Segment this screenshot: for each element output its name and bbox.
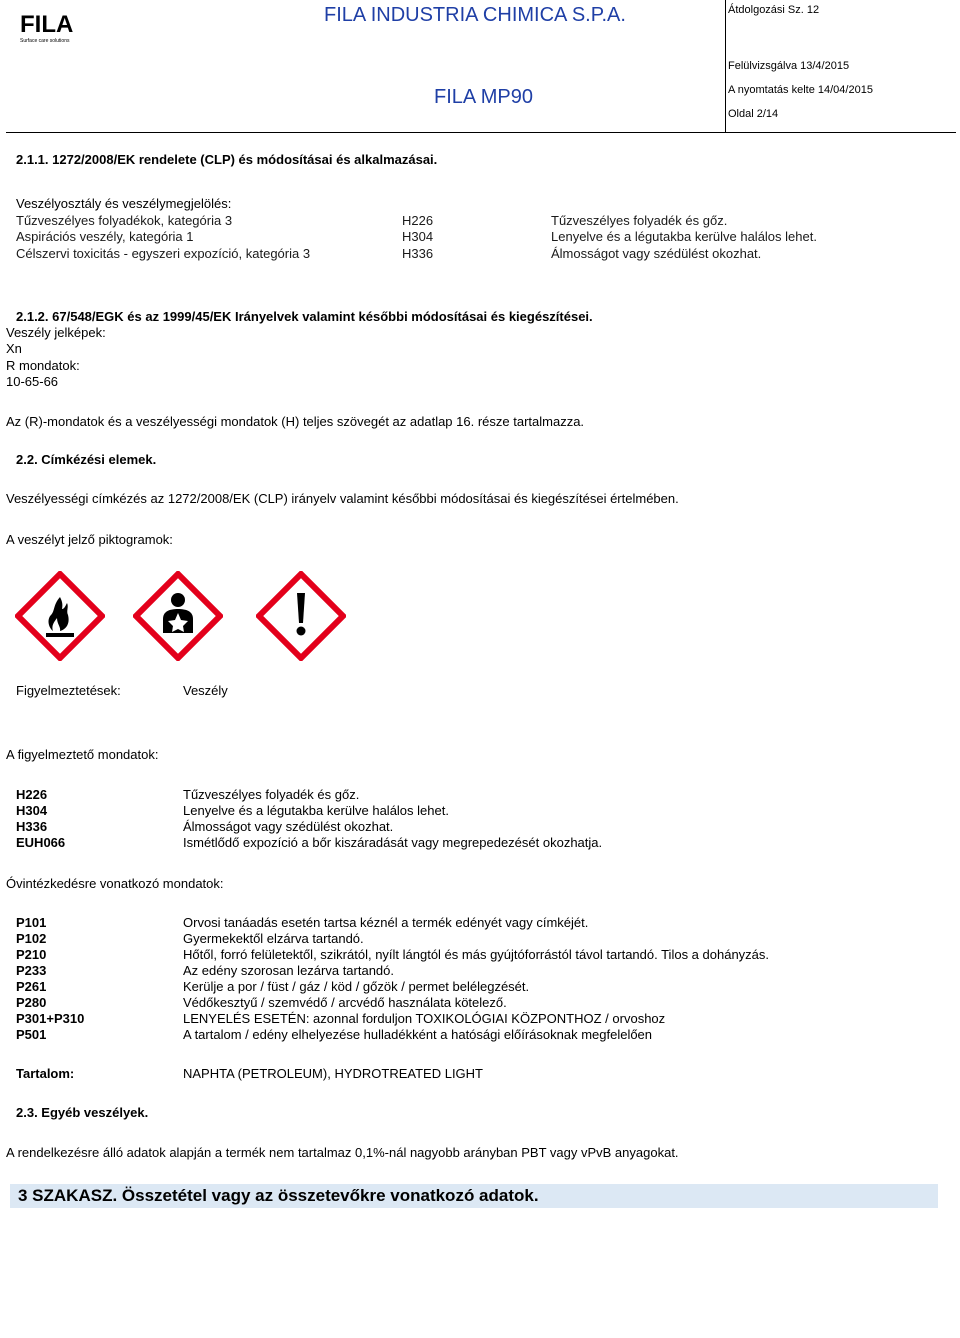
svg-text:FILA: FILA [20, 11, 74, 38]
hazard-code: H304 [16, 803, 48, 818]
review-date: Felülvizsgálva 13/4/2015 [728, 60, 850, 72]
hazard-symbols-label: Veszély jelképek: [6, 325, 106, 340]
precaution-code: P261 [16, 979, 47, 994]
signal-word-label: Figyelmeztetések: [16, 683, 121, 698]
clp-text: Tűzveszélyes folyadék és gőz. [551, 213, 728, 228]
precautionary-statements-label: Óvintézkedésre vonatkozó mondatok: [6, 876, 224, 891]
clp-code: H304 [402, 229, 434, 244]
hazard-text: Tűzveszélyes folyadék és gőz. [183, 787, 360, 802]
clp-text: Lenyelve és a légutakba kerülve halálos lehet. [551, 229, 817, 244]
dsd-heading: 2.1.2. 67/548/EGK és az 1999/45/EK Irányelvek valamint későbbi módosításai és kiegészítései. [16, 309, 593, 324]
precaution-code: P101 [16, 915, 47, 930]
clp-class: Aspirációs veszély, kategória 1 [16, 229, 194, 244]
header-divider [725, 0, 726, 132]
exclamation-icon [256, 571, 346, 661]
precaution-text: LENYELÉS ESETÉN: azonnal forduljon TOXIKOLÓGIAI KÖZPONTHOZ / orvoshoz [183, 1011, 666, 1026]
precaution-text: A tartalom / edény elhelyezése hulladékként a hatósági előírásoknak megfelelően [183, 1027, 653, 1042]
section-3-title-bar [10, 1184, 938, 1208]
hazard-code: H226 [16, 787, 48, 802]
hazard-text: Ismétlődő expozíció a bőr kiszáradását vagy megrepedezését okozhatja. [183, 835, 603, 850]
revision-number: Átdolgozási Sz. 12 [728, 4, 820, 16]
clp-code: H226 [402, 213, 434, 228]
page-number: Oldal 2/14 [728, 108, 779, 120]
precaution-code: P210 [16, 947, 47, 962]
label-elements-heading: 2.2. Címkézési elemek. [16, 452, 157, 467]
phrases-note: Az (R)-mondatok és a veszélyességi mondatok (H) teljes szövegét az adatlap 16. része tartalmazza. [6, 414, 585, 429]
hazard-symbols-value: Xn [6, 341, 22, 356]
contents-value: NAPHTA (PETROLEUM), HYDROTREATED LIGHT [183, 1066, 483, 1081]
hazard-statements-label: A figyelmeztető mondatok: [6, 747, 159, 762]
print-date: A nyomtatás kelte 14/04/2015 [728, 84, 873, 96]
other-hazards-text: A rendelkezésre álló adatok alapján a termék nem tartalmaz 0,1%-nál nagyobb arányban PBT vagy vPvB anyagokat. [6, 1145, 679, 1160]
precaution-code: P301+P310 [16, 1011, 85, 1026]
hazard-class-label: Veszélyosztály és veszélymegjelölés: [16, 196, 232, 211]
precaution-text: Hőtől, forró felületektől, szikrától, nyílt lángtól és más gyújtóforrástól távol tartandó. Tilos a dohányzás. [183, 947, 770, 962]
clp-class: Tűzveszélyes folyadékok, kategória 3 [16, 213, 233, 228]
precaution-text: Védőkesztyű / szemvédő / arcvédő használata kötelező. [183, 995, 507, 1010]
r-phrases-label: R mondatok: [6, 358, 80, 373]
precaution-text: Orvosi tanáadás esetén tartsa kéznél a termék edényét vagy címkéjét. [183, 915, 589, 930]
fila-logo [18, 10, 88, 46]
clp-text: Álmosságot vagy szédülést okozhat. [551, 246, 762, 261]
hazard-text: Álmosságot vagy szédülést okozhat. [183, 819, 394, 834]
r-phrases-value: 10-65-66 [6, 374, 59, 389]
hazard-text: Lenyelve és a légutakba kerülve halálos lehet. [183, 803, 449, 818]
precaution-text: Kerülje a por / füst / gáz / köd / gőzök / permet belélegzését. [183, 979, 530, 994]
other-hazards-heading: 2.3. Egyéb veszélyek. [16, 1105, 149, 1120]
precaution-code: P501 [16, 1027, 47, 1042]
clp-class: Célszervi toxicitás - egyszeri expozíció, kategória 3 [16, 246, 311, 261]
page-header [6, 0, 956, 133]
precaution-code: P280 [16, 995, 47, 1010]
precaution-text: Gyermekektől elzárva tartandó. [183, 931, 364, 946]
svg-text:Surface care solutions: Surface care solutions [20, 38, 70, 44]
precaution-code: P102 [16, 931, 47, 946]
contents-label: Tartalom: [16, 1066, 75, 1081]
clp-heading: 2.1.1. 1272/2008/EK rendelete (CLP) és módosításai és alkalmazásai. [16, 152, 438, 167]
section-3-title: 3 SZAKASZ. Összetétel vagy az összetevőkre vonatkozó adatok. [18, 1186, 539, 1205]
product-name: FILA MP90 [434, 86, 533, 108]
flame-icon [15, 571, 105, 661]
label-intro: Veszélyességi címkézés az 1272/2008/EK (CLP) irányelv valamint későbbi módosításai és kiegészítései értelmében. [6, 491, 679, 506]
precaution-code: P233 [16, 963, 47, 978]
hazard-code: H336 [16, 819, 48, 834]
company-name: FILA INDUSTRIA CHIMICA S.P.A. [324, 4, 626, 26]
precaution-text: Az edény szorosan lezárva tartandó. [183, 963, 395, 978]
clp-code: H336 [402, 246, 434, 261]
hazard-code: EUH066 [16, 835, 66, 850]
health-hazard-icon [133, 571, 223, 661]
signal-word-value: Veszély [183, 683, 228, 698]
pictograms-label: A veszélyt jelző piktogramok: [6, 532, 173, 547]
